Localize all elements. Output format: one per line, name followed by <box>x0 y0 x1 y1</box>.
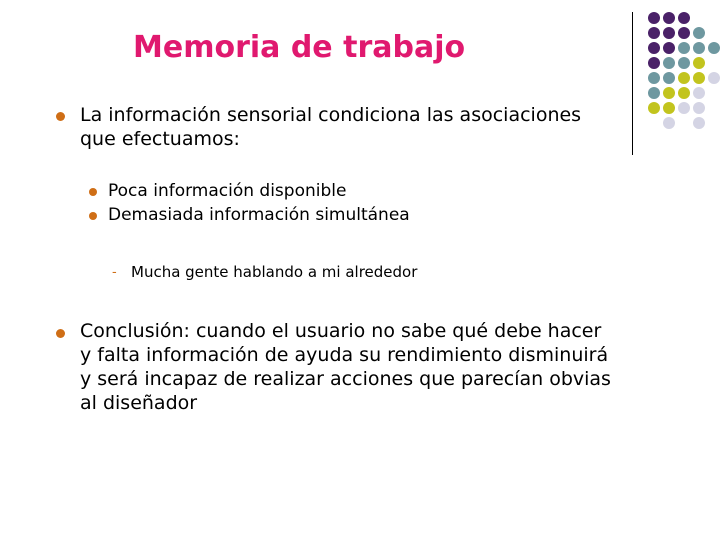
decorative-dot <box>648 27 660 39</box>
decorative-dot <box>678 72 690 84</box>
decorative-dot <box>663 87 675 99</box>
sub-sub-bullet-text: Mucha gente hablando a mi alrededor <box>131 263 418 281</box>
decorative-dot <box>648 57 660 69</box>
bullet-text: que efectuamos: <box>80 128 240 150</box>
decorative-dot <box>708 72 720 84</box>
decorative-dot <box>648 42 660 54</box>
decorative-dot <box>678 87 690 99</box>
decorative-dot <box>693 102 705 114</box>
decorative-dot <box>693 57 705 69</box>
dash-bullet: - <box>112 265 117 280</box>
decorative-dot <box>663 12 675 24</box>
bullet-text: al diseñador <box>80 392 198 414</box>
decorative-dot <box>693 42 705 54</box>
decorative-dot <box>663 72 675 84</box>
decorative-dot <box>678 102 690 114</box>
decorative-dot <box>663 57 675 69</box>
decorative-dot <box>648 87 660 99</box>
bullet-text: La información sensorial condiciona las asociaciones <box>80 104 582 126</box>
decorative-dot <box>693 27 705 39</box>
decorative-dot <box>708 42 720 54</box>
decorative-dot <box>693 72 705 84</box>
decorative-dot <box>663 117 675 129</box>
decorative-vertical-line <box>632 12 633 155</box>
bullet-dot <box>56 329 65 338</box>
decorative-dot <box>663 27 675 39</box>
decorative-dot <box>648 72 660 84</box>
decorative-dot <box>678 57 690 69</box>
decorative-dot <box>678 27 690 39</box>
decorative-dot <box>648 12 660 24</box>
decorative-dot <box>693 87 705 99</box>
decorative-dot <box>678 42 690 54</box>
sub-bullet-text: Demasiada información simultánea <box>108 205 410 225</box>
bullet-text: y falta información de ayuda su rendimiento disminuirá <box>80 344 609 366</box>
decorative-dot <box>693 117 705 129</box>
bullet-text: y será incapaz de realizar acciones que parecían obvias <box>80 368 611 390</box>
decorative-dot <box>648 102 660 114</box>
decorative-dot <box>663 42 675 54</box>
slide-title: Memoria de trabajo <box>133 30 466 65</box>
sub-bullet-dot <box>89 212 97 220</box>
decorative-dot <box>663 102 675 114</box>
bullet-text: Conclusión: cuando el usuario no sabe qué debe hacer <box>80 320 602 342</box>
sub-bullet-text: Poca información disponible <box>108 181 347 201</box>
sub-bullet-dot <box>89 188 97 196</box>
bullet-dot <box>56 112 65 121</box>
decorative-dot <box>678 12 690 24</box>
